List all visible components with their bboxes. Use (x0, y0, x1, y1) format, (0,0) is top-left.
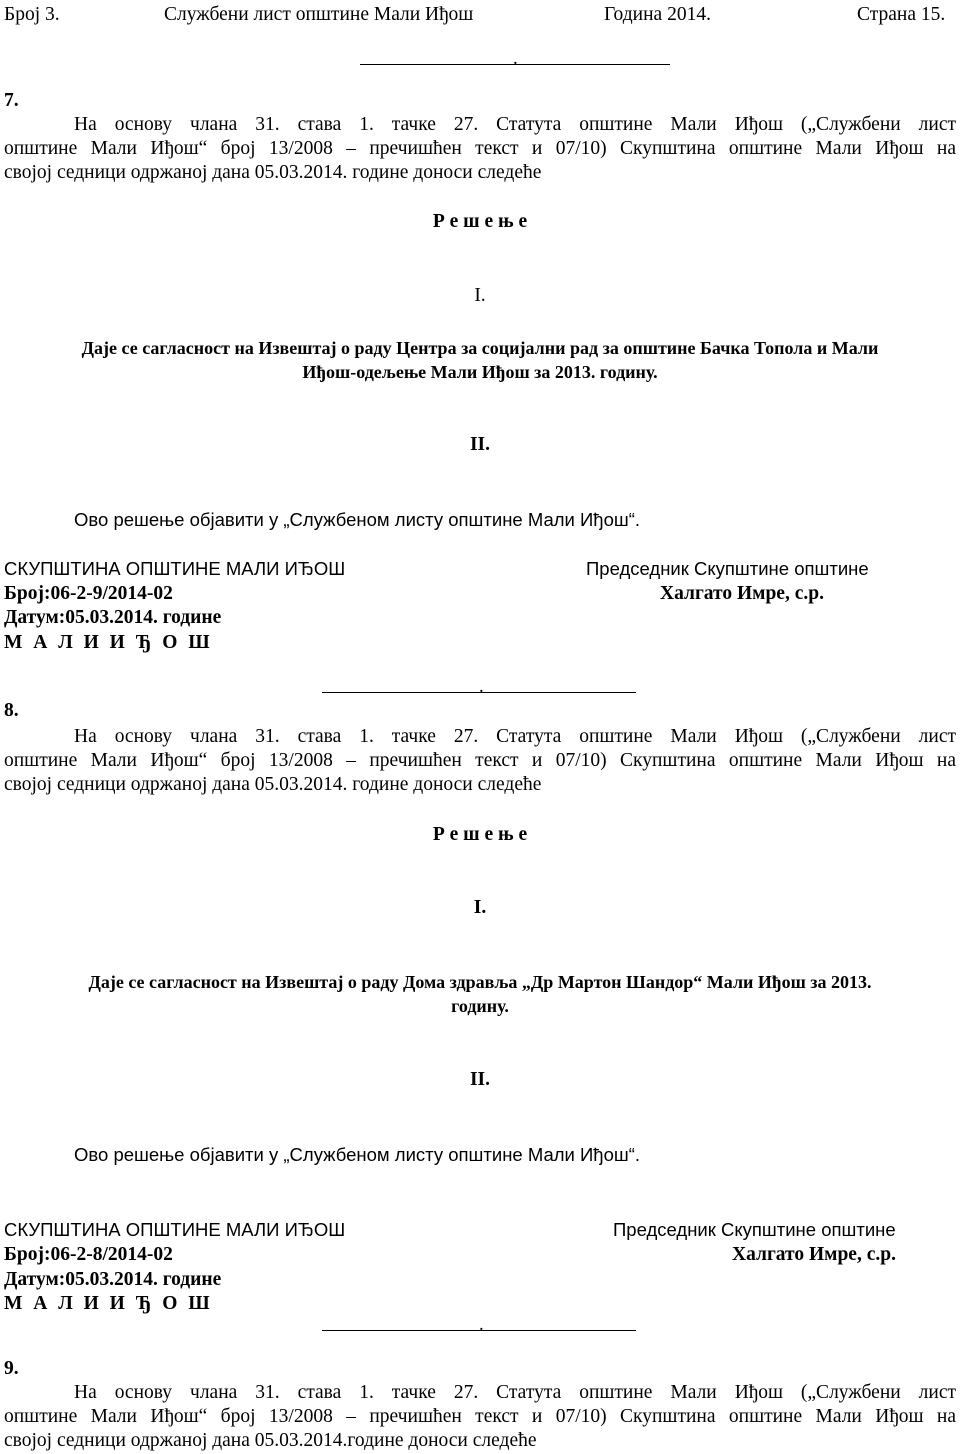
item-number: I. (474, 285, 486, 306)
issue-number: Број 3. (4, 4, 60, 25)
preamble-line: На основу члана 31. става 1. тачке 27. Статута општине Мали Иђош („Службени лист (74, 1382, 956, 1403)
section-number: 8. (4, 700, 19, 721)
item-text-line: Ово решење објавити у „Службеном листу општине Мали Иђош“. (74, 509, 641, 530)
item-text-line: годину. (451, 996, 509, 1016)
decision-title: Р е ш е њ е (432, 211, 528, 232)
item-number: II. (469, 1069, 491, 1090)
item-text-line: Даје се сагласност на Извештај о раду Дома здравља „Др Мартон Шандор“ Мали Иђош за 2013. (88, 972, 872, 992)
item-text-line: Ово решење објавити у „Службеном листу општине Мали Иђош“. (74, 1144, 641, 1165)
preamble-line: својој седници одржаној дана 05.03.2014.године доноси следеће (4, 1430, 537, 1451)
signature-role: Председник Скупштине општине (586, 558, 869, 579)
signature-number: Број:06-2-8/2014-02 (4, 1244, 173, 1265)
preamble-line: својој седници одржаној дана 05.03.2014. године доноси следеће (4, 162, 542, 183)
item-number: II. (469, 434, 491, 455)
signature-name: Халгато Имре, с.р. (660, 583, 824, 604)
journal-title: Службени лист општине Мали Иђош (164, 4, 474, 25)
separator-dot: . (513, 48, 518, 69)
page-number: Страна 15. (857, 4, 946, 25)
signature-place: М А Л И И Ђ О Ш (4, 1293, 213, 1314)
preamble-line: На основу члана 31. става 1. тачке 27. Статута општине Мали Иђош („Службени лист (74, 726, 956, 747)
signature-name: Халгато Имре, с.р. (732, 1244, 896, 1265)
section-number: 7. (4, 90, 19, 111)
year-label: Година 2014. (604, 4, 711, 25)
signature-role: Председник Скупштине општине (613, 1219, 896, 1240)
preamble-line: општине Мали Иђош“ број 13/2008 – пречишћен текст и 07/10) Скупштина општине Мали Иђош на (4, 1406, 956, 1427)
item-number: I. (473, 897, 487, 918)
signature-place: М А Л И И Ђ О Ш (4, 632, 213, 653)
signature-organization: СКУПШТИНА ОПШТИНЕ МАЛИ ИЂОШ (4, 1219, 346, 1240)
separator-dot: . (479, 676, 484, 697)
item-text-line: Даје се сагласност на Извештај о раду Центра за социјални рад за општине Бачка Топола и Мали (81, 338, 879, 358)
signature-number: Број:06-2-9/2014-02 (4, 583, 173, 604)
item-text-line: Иђош-одељење Мали Иђош за 2013. годину. (302, 362, 658, 382)
preamble-line: својој седници одржаној дана 05.03.2014. године доноси следеће (4, 774, 542, 795)
preamble-line: На основу члана 31. става 1. тачке 27. Статута општине Мали Иђош („Службени лист (74, 114, 956, 135)
preamble-line: општине Мали Иђош“ број 13/2008 – пречишћен текст и 07/10) Скупштина општине Мали Иђош на (4, 138, 956, 159)
signature-organization: СКУПШТИНА ОПШТИНЕ МАЛИ ИЂОШ (4, 558, 346, 579)
preamble-line: општине Мали Иђош“ број 13/2008 – пречишћен текст и 07/10) Скупштина општине Мали Иђош на (4, 750, 956, 771)
decision-title: Р е ш е њ е (432, 824, 528, 845)
separator-dot: . (479, 1314, 484, 1335)
signature-date: Датум:05.03.2014. године (4, 1269, 222, 1290)
signature-date: Датум:05.03.2014. године (4, 607, 222, 628)
section-number: 9. (4, 1358, 19, 1379)
